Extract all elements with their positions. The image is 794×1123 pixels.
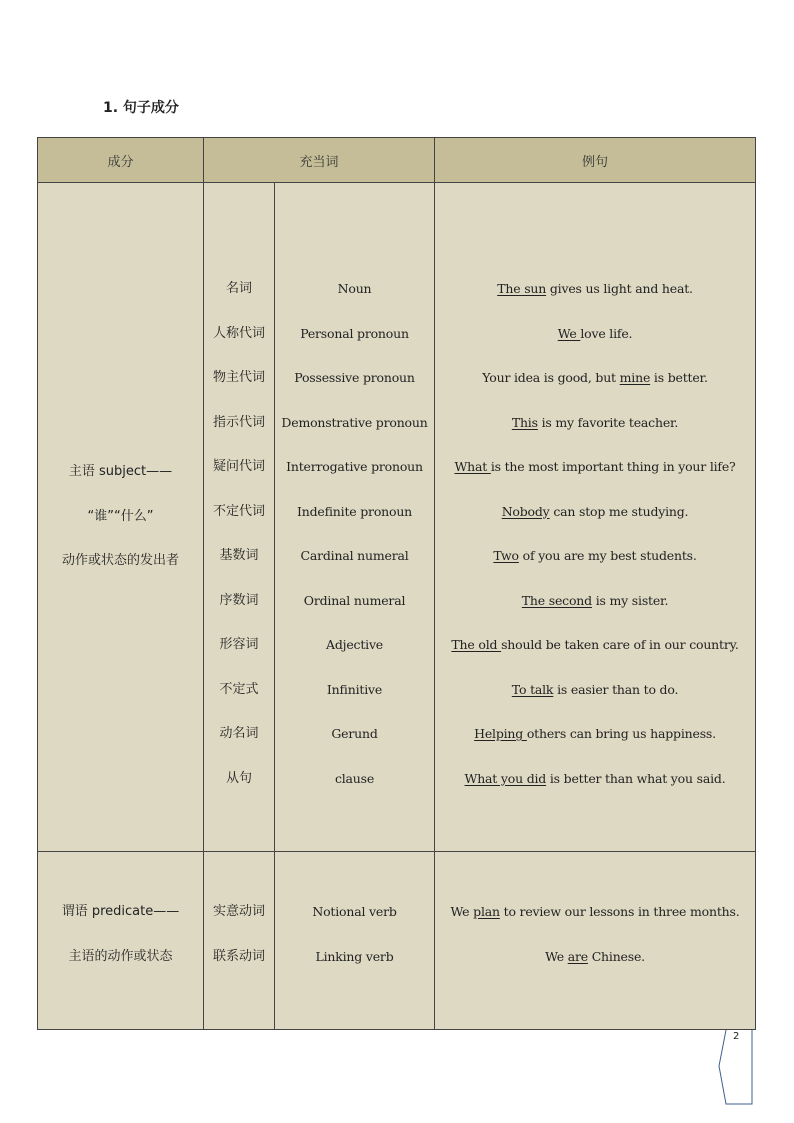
underlined-component: plan [473,904,500,919]
subject-role-line: 动作或状态的发出者 [61,553,179,569]
predicate-role-line: 谓语 predicate—— [61,904,180,919]
subject-example-cell [435,183,756,852]
word-class-zh: 序数词 [219,592,259,608]
word-class-zh: 从句 [225,770,252,786]
sentence-text: should be taken care of in our country. [501,637,739,652]
sentence-text: gives us light and heat. [546,281,693,296]
example-sentence [435,935,755,980]
subject-role-line: 主语 subject—— [68,464,173,480]
underlined-component: We [557,325,581,341]
word-class-zh: 指示代词 [212,414,265,430]
example-sentence [435,712,755,757]
predicate-zh-cell [204,852,275,1030]
underlined-component: What [454,459,491,474]
subject-role-cell [38,183,204,852]
word-class-zh: 基数词 [219,548,259,563]
word-class-zh: 联系动词 [212,948,265,964]
header-filler: 充当词 [204,138,435,183]
underlined-component: Helping [474,726,527,741]
sentence-text: Your idea is good, but [482,370,620,385]
predicate-en-cell [275,852,435,1030]
word-class-en: Indefinite pronoun [296,503,413,519]
word-class-en: Possessive pronoun [294,370,415,385]
underlined-component: The old [451,637,502,652]
underlined-component: What you did [464,770,547,786]
subject-en-cell [275,183,435,852]
sentence-text: is the most important thing in your life? [490,459,736,474]
word-class-en: Ordinal numeral [303,592,406,608]
word-class-en: Gerund [331,726,378,741]
sentence-text: love life. [580,325,633,341]
word-class-zh: 形容词 [219,637,259,652]
sentence-text: others can bring us happiness. [526,726,716,741]
underlined-component: The sun [497,281,547,296]
word-class-en: Cardinal numeral [300,548,409,563]
word-class-en: Infinitive [326,681,383,697]
example-sentence [435,668,755,713]
predicate-row [38,852,756,1030]
header-example: 例句 [435,138,756,183]
underlined-component: Nobody [501,503,550,519]
predicate-role-cell [38,852,204,1030]
word-class-en: Noun [337,281,372,296]
word-class-en: Notional verb [312,904,397,919]
page-number: 2 [733,1031,740,1042]
table-header-row [38,138,756,183]
example-sentence [435,623,755,668]
example-sentence [435,534,755,579]
example-sentence [435,401,755,446]
sentence-text: is my sister. [591,592,669,608]
underlined-component: The second [521,592,592,608]
underlined-component: are [567,948,588,964]
sentence-text: is better. [650,370,708,385]
example-sentence [435,445,755,490]
word-class-en: Adjective [326,637,383,652]
sentence-components-table [37,137,756,1030]
example-sentence [435,579,755,624]
word-class-en: clause [334,770,375,786]
word-class-en: Personal pronoun [300,325,409,341]
sentence-text: We [450,904,474,919]
header-role: 成分 [38,138,204,183]
word-class-en: Demonstrative pronoun [281,414,428,430]
example-sentence [435,490,755,535]
subject-role-line: “谁”“什么” [87,508,154,524]
subject-role-lines [38,450,203,584]
sentence-text: We [545,948,568,964]
sentence-text: is easier than to do. [553,681,679,697]
word-class-en: Interrogative pronoun [286,459,423,474]
example-sentence [435,312,755,357]
example-sentence [435,757,755,802]
word-class-zh: 动名词 [219,726,259,741]
sentence-text: can stop me studying. [549,503,689,519]
sentence-text: to review our lessons in three months. [499,904,740,919]
sentence-text: is my favorite teacher. [537,414,679,430]
underlined-component: Two [493,548,519,563]
sentence-text: of you are my best students. [518,548,697,563]
word-class-zh: 疑问代词 [212,459,265,474]
underlined-component: To talk [511,681,554,697]
example-sentence [435,356,755,401]
sentence-text: is better than what you said. [546,770,726,786]
underlined-component: mine [619,370,651,385]
section-heading: 1. 句子成分 [103,100,179,116]
example-sentence [435,890,755,935]
example-sentence [435,267,755,312]
word-class-zh: 不定代词 [212,503,265,519]
word-class-zh: 实意动词 [212,904,265,919]
word-class-zh: 人称代词 [212,325,265,341]
word-class-en: Linking verb [315,948,394,964]
word-class-zh: 不定式 [219,681,259,697]
subject-zh-cell [204,183,275,852]
predicate-role-line: 主语的动作或状态 [68,948,173,964]
subject-row [38,183,756,852]
word-class-zh: 物主代词 [212,370,265,385]
underlined-component: This [511,414,538,430]
word-class-zh: 名词 [225,281,252,296]
predicate-example-cell [435,852,756,1030]
predicate-role-lines [38,890,203,979]
sentence-text: Chinese. [587,948,645,964]
